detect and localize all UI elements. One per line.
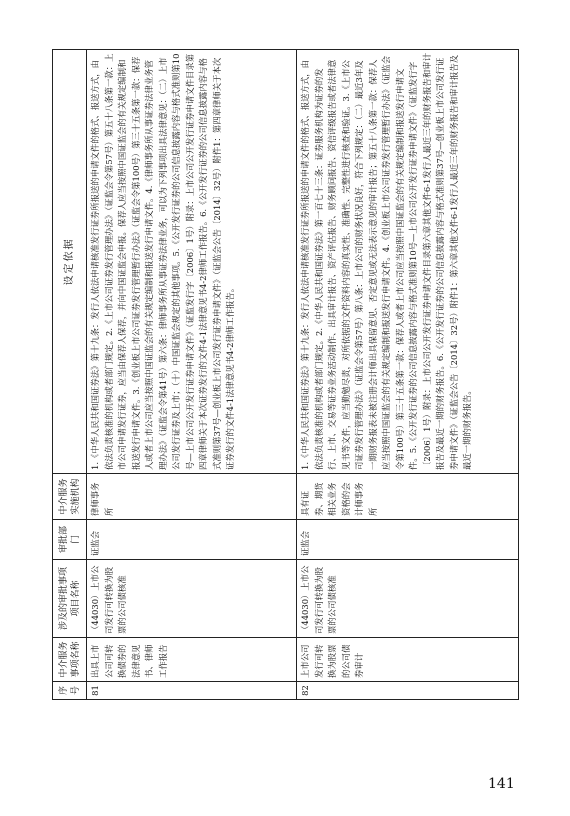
row-approval-name: （44030）上市公司发行可转换为股票的公司债核准 [87, 560, 297, 638]
row-seq: 82 [297, 682, 519, 700]
header-seq: 序号 [53, 682, 87, 700]
row-service-name: 出具上市公司可转换债券的法律意见书、律师工作报告 [87, 638, 297, 682]
table-row [87, 50, 297, 700]
page-number: 141 [488, 776, 515, 792]
row-dept: 证监会 [87, 520, 297, 560]
row-dept: 证监会 [297, 520, 519, 560]
row-basis: 1.《中华人民共和国证券法》第十九条：发行人依法申请核准发行证券所报送的申请文件的格式、报送方式，由依法负责核准的机构或者部门规定。2.《中华人民共和国证券法》第一百七十三条：证券服务机构为证券的发行、上市、交易等证券业务活动制作、出具审计报告、资产评估报告、财务顾问报告、资信评级报告或者法律意见书等文件，应当勤勉尽责，对所依据的文件资料内容的真实性、准确性、完整性进行核查和验证。3.《上市公司证券发行管理办法》（证监会令第57号）第八条：上市公司的财务状况良好，符合下列规定：（二）最近3年及一期财务报表未被注册会计师出具保留意见、否定意见或无法表示意见的审计报告；第五十八条第一款：保荐人应当按照中国证监会的有关规定编制和报送发行申请文件。4.《创业板上市公司证券发行管理暂行办法》（证监会令第100号）第三十五条第一款：保荐人或者上市公司应当按照中国证监会的有关规定编制和报送发行申请文件。5.《公开发行证券的公司信息披露内容与格式准则第10号—上市公司公开发行证券申请文件》（证监发行字〔2006〕1号）附录：上市公司公开发行证券申请文件目录第六章其他文件6-1发行人最近三年的财务报告和审计报告及最近一期的财务报告。6.《公开发行证券的公司信息披露内容与格式准则第37号—创业板上市公司发行证券申请文件》（证监会公告〔2014〕32号）附件1：第六章其他文件6-1发行人最近三年的财务报告和审计报告及最近一期的财务报告。 [297, 50, 519, 474]
row-agency: 具有证券、期货相关业务资格的会计师事务所 [297, 474, 519, 520]
header-dept: 审批部门 [53, 520, 87, 560]
row-agency: 律师事务所 [87, 474, 297, 520]
table-row [297, 50, 519, 700]
header-basis: 设定依据 [53, 50, 87, 474]
header-agency: 中介服务实施机构 [53, 474, 87, 520]
header-approval-name: 涉及的审批事项项目名称 [53, 560, 87, 638]
row-service-name: 上市公司发行可转换为股票的公司债券审计 [297, 638, 519, 682]
row-basis: 1.《中华人民共和国证券法》第十九条：发行人依法申请核准发行证券所报送的申请文件的格式、报送方式，由依法负责核准的机构或者部门规定。2.《上市公司证券发行管理办法》（证监会令第57号）第五十八条第一款：上市公司申请发行证券，应当由保荐人保荐，并向中国证监会申报。保荐人应当按照中国证监会的有关规定编制和报送发行申请文件。3.《创业板上市公司证券发行管理暂行办法》（证监会令第100号）第三十五条第一款：保荐人或者上市公司应当按照中国证监会的有关规定编制和报送发行申请文件。4.《律师事务所从事证券法律业务管理办法》（证监会令第41号）第六条：律师事务所从事证券法律业务，可以为下列事项出具法律意见：（二）上市公司发行证券及上市；（十）中国证监会规定的其他事项。5.《公开发行证券的公司信息披露内容与格式准则第10号—上市公司公开发行证券申请文件》（证监发行字〔2006〕1号）附录：上市公司公开发行证券申请文件目录第四章律师关于本次证券发行的文件4-1法律意见书4-2律师工作报告。6.《公开发行证券的公司信息披露内容与格式准则第37号—创业板上市公司发行证券申请文件》（证监会公告〔2014〕32号）附件1：第四章律师关于本次证券发行的文件4-1法律意见书4-2律师工作报告。 [87, 50, 297, 474]
rotated-page [52, 50, 570, 696]
row-approval-name: （44030）上市公司发行可转换为股票的公司债核准 [297, 560, 519, 638]
intermediary-service-table [52, 49, 519, 700]
table-header-row [53, 50, 87, 700]
row-seq: 81 [87, 682, 297, 700]
header-service-name: 中介服务事项名称 [53, 638, 87, 682]
table-container [52, 50, 522, 700]
